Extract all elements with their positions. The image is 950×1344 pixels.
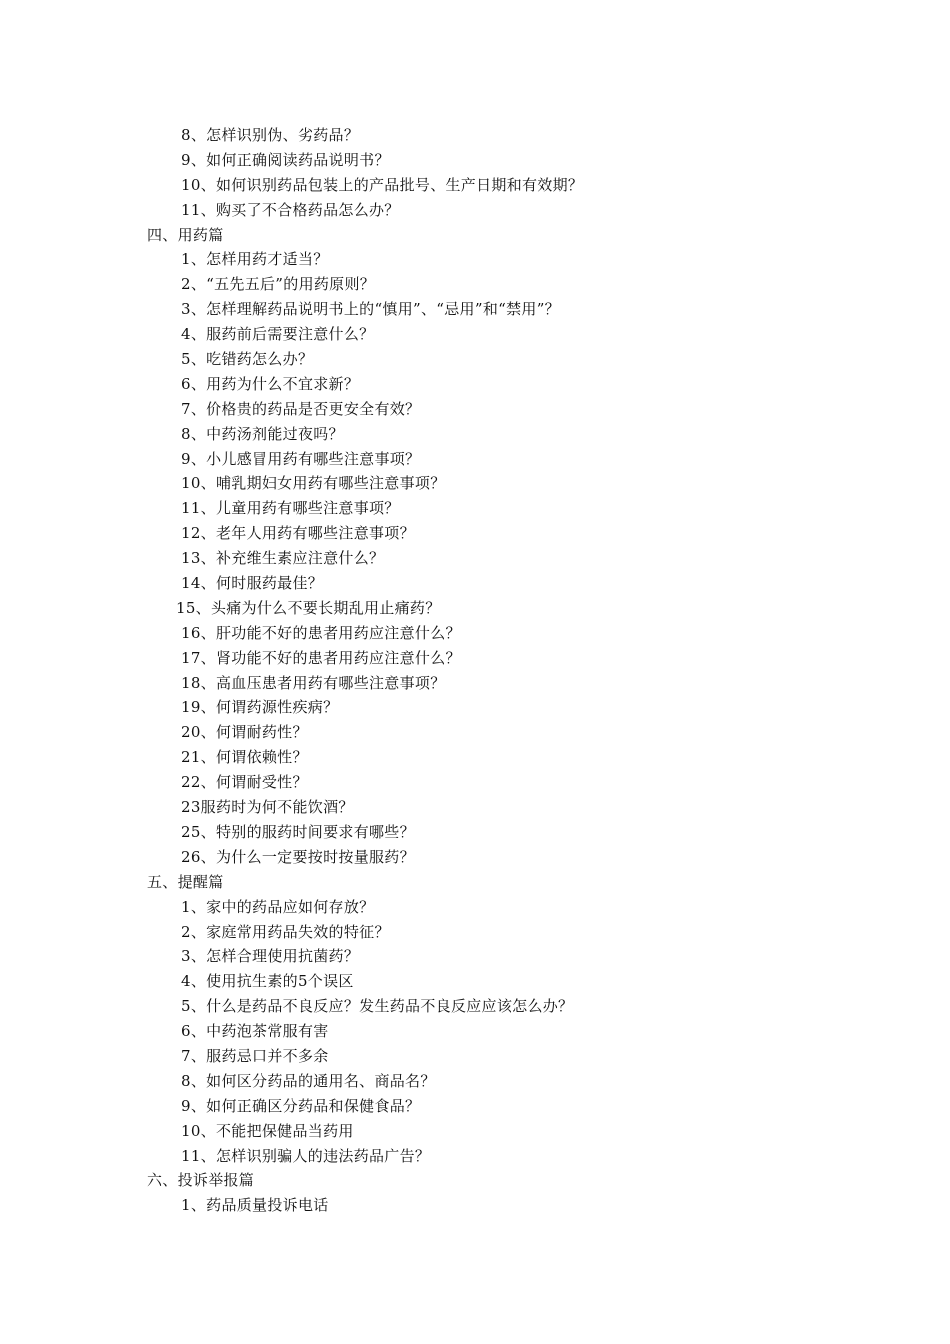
list-item: 18、高血压患者用药有哪些注意事项？: [181, 673, 446, 692]
list-item: 10、哺乳期妇女用药有哪些注意事项？: [181, 474, 446, 493]
list-item: 17、肾功能不好的患者用药应注意什么？: [181, 648, 461, 667]
list-item: 9、如何正确阅读药品说明书？: [181, 150, 390, 169]
list-item: 22、何谓耐受性？: [181, 773, 308, 792]
list-item: 5、吃错药怎么办？: [181, 350, 314, 369]
list-item: 10、如何识别药品包装上的产品批号、生产日期和有效期？: [181, 175, 584, 194]
list-item: 12、老年人用药有哪些注意事项？: [181, 524, 415, 543]
list-item: 25、特别的服药时间要求有哪些？: [181, 822, 415, 841]
list-item: 15、头痛为什么不要长期乱用止痛药？: [176, 598, 441, 617]
document-body: [0, 123, 950, 1218]
list-item: 1、药品质量投诉电话: [181, 1196, 329, 1215]
list-item: 6、中药泡茶常服有害: [181, 1022, 329, 1041]
list-item: 8、如何区分药品的通用名、商品名？: [181, 1071, 436, 1090]
list-item: 11、怎样识别骗人的违法药品广告？: [181, 1146, 431, 1165]
list-item: 11、购买了不合格药品怎么办？: [181, 200, 400, 219]
list-item: 4、使用抗生素的5个误区: [181, 972, 354, 991]
list-item: 2、家庭常用药品失效的特征？: [181, 922, 390, 941]
list-item: 13、补充维生素应注意什么？: [181, 549, 385, 568]
list-item: 8、怎样识别伪、劣药品？: [181, 126, 360, 144]
list-item: 6、用药为什么不宜求新？: [181, 374, 360, 393]
list-item: 9、如何正确区分药品和保健食品？: [181, 1096, 421, 1115]
list-item: 7、价格贵的药品是否更安全有效？: [181, 399, 421, 418]
section-heading: 六、投诉举报篇: [147, 1171, 255, 1190]
list-item: 2、“五先五后”的用药原则？: [181, 275, 376, 294]
list-item: 1、家中的药品应如何存放？: [181, 897, 375, 916]
list-item: 11、儿童用药有哪些注意事项？: [181, 499, 400, 518]
list-item: 3、怎样理解药品说明书上的“慎用”、“忌用”和“禁用”？: [181, 300, 560, 319]
section-heading: 四、用药篇: [147, 225, 224, 244]
list-item: 9、小儿感冒用药有哪些注意事项？: [181, 449, 421, 468]
list-item: 14、何时服药最佳？: [181, 574, 324, 593]
list-item: 8、中药汤剂能过夜吗？: [181, 424, 344, 443]
list-item: 21、何谓依赖性？: [181, 748, 308, 767]
list-item: 16、肝功能不好的患者用药应注意什么？: [181, 623, 461, 642]
list-item: 7、服药忌口并不多余: [181, 1046, 329, 1065]
list-item: 5、什么是药品不良反应？发生药品不良反应应该怎么办？: [181, 997, 574, 1016]
list-item: 20、何谓耐药性？: [181, 723, 308, 742]
list-item: 10、不能把保健品当药用: [181, 1121, 354, 1140]
list-item: 3、怎样合理使用抗菌药？: [181, 947, 360, 966]
list-item: 1、怎样用药才适当？: [181, 250, 329, 269]
list-item: 23服药时为何不能饮酒？: [181, 798, 354, 817]
list-item: 26、为什么一定要按时按量服药？: [181, 847, 415, 866]
list-item: 4、服药前后需要注意什么？: [181, 325, 375, 344]
list-item: 19、何谓药源性疾病？: [181, 698, 339, 717]
section-heading: 五、提醒篇: [147, 872, 224, 891]
